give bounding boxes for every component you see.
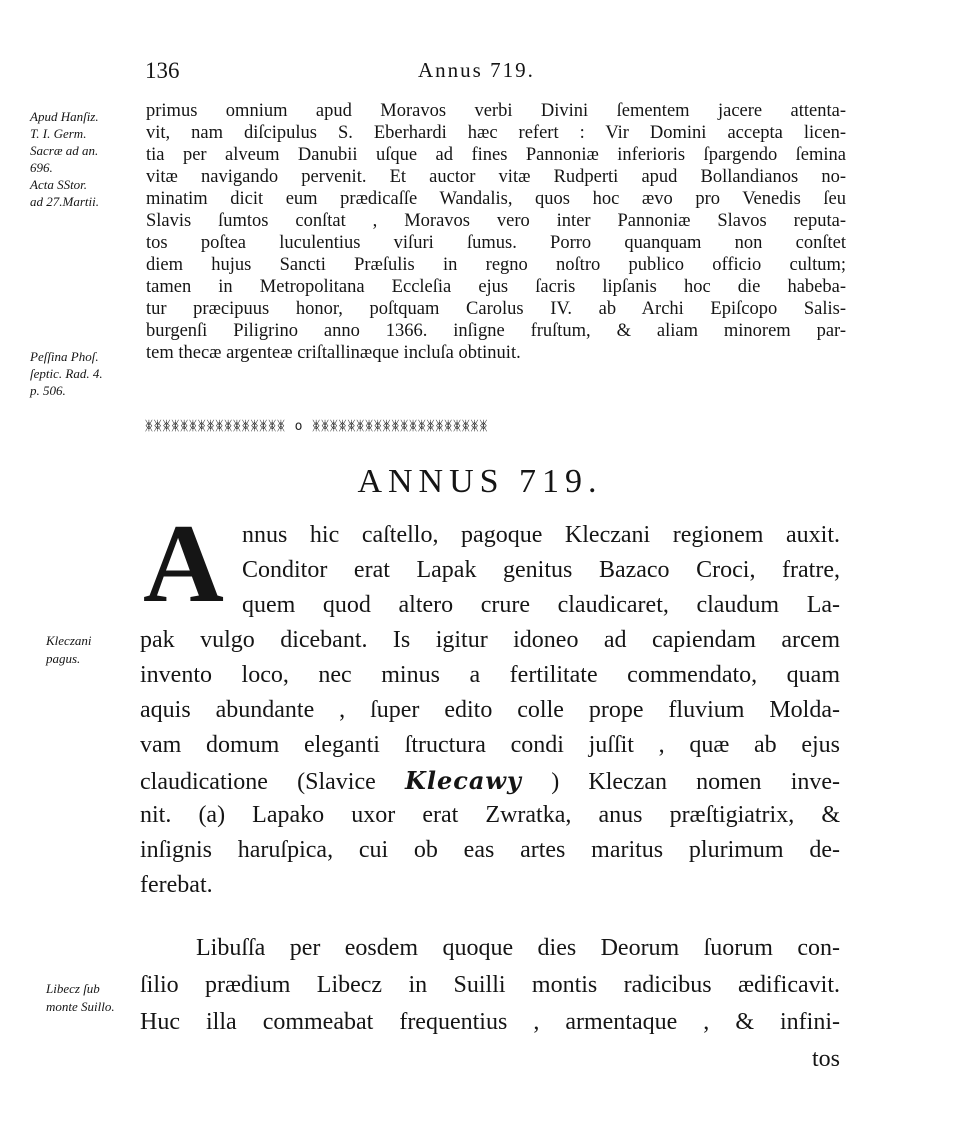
margin-note-line: p. 506.: [30, 383, 66, 398]
text-line: minatim dicit eum prædicaſſe Wandalis, quos hoc ævo pro Venedis ſeu: [146, 189, 846, 209]
text-line: vitæ navigando pervenit. Et auctor vitæ Rudperti apud Bollandianos no-: [146, 167, 846, 187]
margin-note-line: Libecz ſub: [46, 981, 100, 996]
text-line: vam domum eleganti ſtructura condi juſſit , quæ ab ejus: [140, 732, 840, 758]
section-title: ANNUS 719.: [357, 463, 603, 500]
text-line: tem thecæ argenteæ criſtallinæque incluſa obtinuit.: [146, 343, 521, 363]
margin-note-line: Acta SStor.: [30, 177, 88, 192]
margin-note-line: monte Suillo.: [46, 999, 115, 1014]
margin-note-4: [46, 980, 136, 1016]
text-line: invento loco, nec minus a fertilitate commendato, quam: [140, 662, 840, 688]
text-line: Conditor erat Lapak genitus Bazaco Croci, fratre,: [242, 557, 840, 583]
text-line: Huc illa commeabat frequentius , armentaque , & infini-: [140, 1009, 840, 1035]
drop-cap: A: [143, 502, 224, 626]
text-span: claudicatione (Slavice: [140, 769, 376, 795]
margin-note-3: [46, 632, 136, 668]
text-line: Slavis ſumtos conſtat , Moravos vero inter Pannoniæ Slavos reputa-: [146, 211, 846, 231]
text-line: tia per alveum Danubii uſque ad fines Pannoniæ inferioris ſpargendo ſemina: [146, 145, 846, 165]
catchword: tos: [811, 1046, 840, 1072]
margin-note-line: 696.: [30, 160, 53, 175]
text-line: pak vulgo dicebant. Is igitur idoneo ad capiendam arcem: [140, 627, 840, 653]
text-line: nit. (a) Lapako uxor erat Zwratka, anus præſtigiatrix, &: [140, 802, 840, 828]
page-number: 136: [145, 58, 180, 83]
text-line: quem quod altero crure claudicaret, claudum La-: [242, 592, 840, 618]
paragraph-3: [140, 930, 840, 1078]
margin-note-1: [30, 108, 142, 210]
text-line: tamen in Metropolitana Eccleſia ejus ſacris lipſanis hoc die habeba-: [146, 277, 846, 297]
margin-note-line: Sacræ ad an.: [30, 143, 99, 158]
text-span: ) Kleczan nomen inve-: [551, 769, 841, 795]
margin-note-line: Peſſina Phoſ.: [30, 349, 99, 364]
text-line: inſignis haruſpica, cui ob eas artes maritus plurimum de-: [140, 837, 840, 863]
text-line: diem hujus Sancti Præſulis in regno noſtro publico officio cultum;: [146, 255, 846, 275]
text-line: Libuſſa per eosdem quoque dies Deorum ſuorum con-: [196, 935, 840, 961]
margin-note-line: Apud Hanſiz.: [30, 109, 99, 124]
text-line: ferebat.: [140, 872, 213, 898]
paragraph-1: [146, 100, 846, 364]
paragraph-2: [140, 518, 840, 903]
text-line: ſilio prædium Libecz in Suilli montis radicibus ædificavit.: [140, 972, 840, 998]
text-line: aquis abundante , ſuper edito colle prope fluvium Molda-: [140, 697, 840, 723]
text-line: tos poſtea luculentius viſuri ſumus. Porro quanquam non conſtet: [146, 233, 846, 253]
text-line: nnus hic caſtello, pagoque Kleczani regionem auxit.: [242, 522, 840, 548]
margin-note-2: [30, 348, 142, 399]
blackletter-word: Klecawy: [404, 766, 522, 795]
margin-note-line: ad 27.Martii.: [30, 194, 99, 209]
text-line: vit, nam diſcipulus S. Eberhardi hæc refert : Vir Domini accepta licen-: [146, 123, 846, 143]
running-title: Annus 719.: [418, 58, 535, 82]
margin-note-line: ſeptic. Rad. 4.: [30, 366, 103, 381]
margin-note-line: T. I. Germ.: [30, 126, 87, 141]
text-line: primus omnium apud Moravos verbi Divini ſementem jacere attenta-: [146, 101, 846, 121]
text-line: tur præcipuus honor, poſtquam Carolus IV. ab Archi Epiſcopo Salis-: [146, 299, 846, 319]
margin-note-line: pagus.: [46, 651, 81, 666]
ornament-divider: ᛤᛤᛤᛤᛤᛤᛤᛤᛤᛤᛤᛤᛤᛤᛤᛤ o ᛤᛤᛤᛤᛤᛤᛤᛤᛤᛤᛤᛤᛤᛤᛤᛤᛤᛤᛤᛤ: [145, 419, 489, 434]
text-line: burgenſi Piligrino anno 1366. inſigne fruſtum, & aliam minorem par-: [146, 321, 846, 341]
margin-note-line: Kleczani: [46, 633, 92, 648]
text-line: [140, 763, 840, 798]
